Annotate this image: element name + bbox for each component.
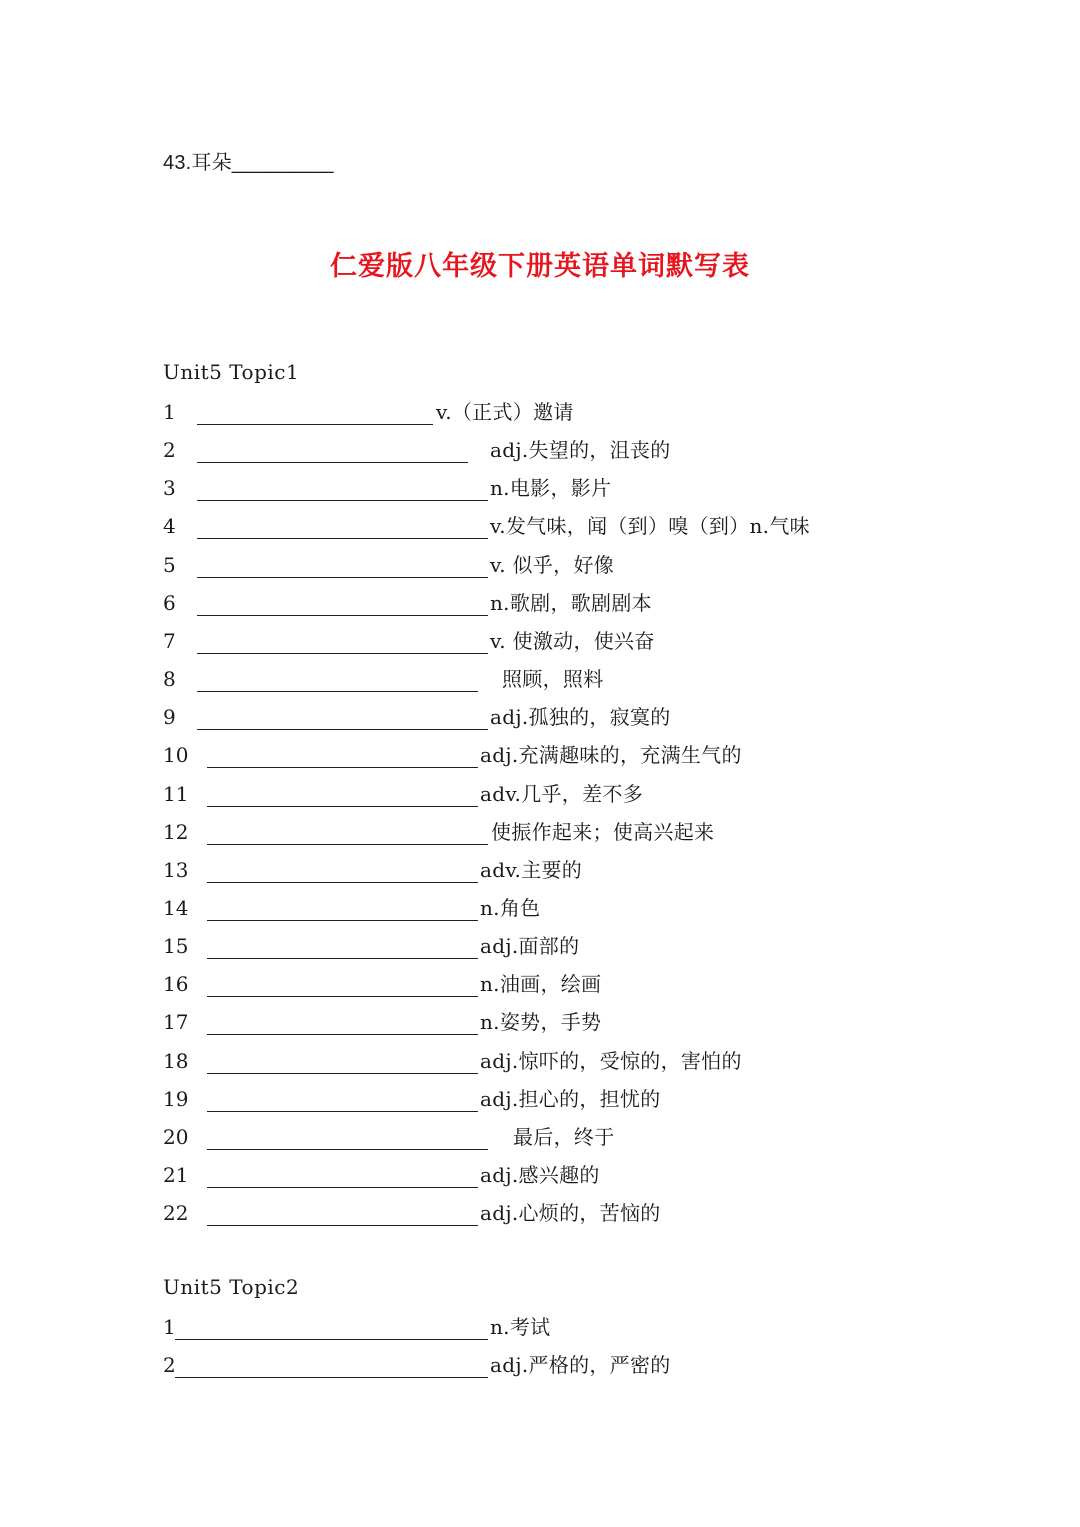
answer-blank[interactable] — [207, 1073, 478, 1074]
answer-blank[interactable] — [207, 1111, 478, 1112]
answer-blank[interactable] — [207, 806, 478, 807]
vocab-row — [163, 627, 923, 665]
vocab-row — [163, 1123, 923, 1161]
item-number: 16 — [163, 972, 189, 997]
vocab-row — [163, 1161, 923, 1199]
vocab-row — [163, 818, 923, 856]
item-number: 5 — [163, 552, 176, 577]
item-number: 18 — [163, 1048, 189, 1073]
answer-blank[interactable] — [197, 538, 488, 539]
definition: n.歌剧，歌剧剧本 — [490, 590, 652, 615]
item-number: 14 — [163, 895, 189, 920]
definition: 照顾，照料 — [502, 667, 604, 692]
item-number: 10 — [163, 743, 189, 768]
answer-blank[interactable] — [207, 996, 478, 997]
vocab-row — [163, 894, 923, 932]
item-number: 21 — [163, 1163, 189, 1187]
answer-blank[interactable] — [197, 653, 488, 654]
definition: v.发气味，闻（到）嗅（到）n.气味 — [490, 514, 810, 539]
vocab-row — [163, 970, 923, 1008]
vocab-row — [163, 780, 923, 818]
definition: adj.惊吓的，受惊的，害怕的 — [480, 1048, 742, 1073]
answer-blank[interactable] — [197, 691, 478, 692]
vocab-row — [163, 1085, 923, 1123]
item-number: 12 — [163, 819, 189, 844]
definition: n.角色 — [480, 895, 541, 920]
answer-blank[interactable] — [175, 1377, 488, 1378]
item-number: 1 — [163, 400, 176, 424]
item-number: 17 — [163, 1010, 189, 1035]
item-number: 2 — [163, 1353, 176, 1378]
definition: v.（正式）邀请 — [436, 400, 574, 424]
item-number: 8 — [163, 667, 176, 692]
answer-blank[interactable] — [197, 729, 488, 730]
item-number: 4 — [163, 514, 176, 539]
definition: n.油画，绘画 — [480, 972, 602, 997]
vocab-row — [163, 551, 923, 589]
answer-blank[interactable] — [207, 882, 478, 883]
item-number: 9 — [163, 705, 176, 730]
vocab-row — [163, 932, 923, 970]
vocab-row — [163, 703, 923, 741]
definition: v. 似乎，好像 — [490, 552, 615, 577]
definition: adv.主要的 — [480, 857, 583, 882]
item-number: 19 — [163, 1086, 189, 1111]
section-heading: Unit5 Topic2 — [163, 1275, 300, 1299]
answer-blank[interactable] — [197, 577, 488, 578]
definition: 使振作起来；使高兴起来 — [491, 819, 715, 844]
definition: adj.严格的，严密的 — [490, 1353, 671, 1378]
definition: n.电影，影片 — [490, 476, 612, 501]
vocab-row — [163, 436, 923, 474]
definition: adj.充满趣味的，充满生气的 — [480, 743, 742, 768]
definition: adj.失望的，沮丧的 — [490, 438, 671, 463]
item-number: 6 — [163, 590, 176, 615]
answer-blank[interactable] — [197, 500, 488, 501]
answer-blank[interactable] — [207, 1187, 478, 1188]
item-number: 7 — [163, 628, 176, 653]
item-number: 20 — [163, 1124, 189, 1149]
item-number: 11 — [163, 781, 189, 806]
vocab-row — [163, 1047, 923, 1085]
item-number: 1 — [163, 1315, 176, 1339]
answer-blank[interactable] — [207, 767, 478, 768]
definition: adj.心烦的，苦恼的 — [480, 1201, 661, 1226]
answer-blank[interactable] — [207, 958, 478, 959]
definition: n.考试 — [490, 1315, 551, 1339]
vocab-row — [163, 512, 923, 550]
answer-blank[interactable] — [207, 844, 488, 845]
item-number: 22 — [163, 1201, 189, 1226]
item-number: 3 — [163, 476, 176, 501]
item-number: 13 — [163, 857, 189, 882]
answer-blank[interactable] — [175, 1339, 488, 1340]
answer-blank[interactable] — [207, 1034, 478, 1035]
answer-blank[interactable] — [197, 424, 433, 425]
vocab-row — [163, 856, 923, 894]
page-title: 仁爱版八年级下册英语单词默写表 — [330, 251, 750, 282]
definition: 最后，终于 — [513, 1124, 615, 1149]
vocab-row — [163, 1351, 923, 1389]
vocab-row — [163, 474, 923, 512]
section-heading: Unit5 Topic1 — [163, 360, 300, 384]
item-number: 2 — [163, 438, 176, 463]
definition: adj.面部的 — [480, 934, 580, 959]
vocab-row — [163, 741, 923, 779]
definition: adj.感兴趣的 — [480, 1163, 600, 1187]
definition: n.姿势，手势 — [480, 1010, 602, 1035]
answer-blank[interactable] — [197, 615, 488, 616]
definition: adv.几乎，差不多 — [480, 781, 644, 806]
previous-item: 43.耳朵_________ — [163, 152, 334, 174]
vocab-row — [163, 589, 923, 627]
item-number: 15 — [163, 934, 189, 959]
definition: adj.孤独的，寂寞的 — [490, 705, 671, 730]
answer-blank[interactable] — [207, 1149, 488, 1150]
vocab-row — [163, 1313, 923, 1351]
answer-blank[interactable] — [197, 462, 468, 463]
definition: adj.担心的，担忧的 — [480, 1086, 661, 1111]
vocab-row — [163, 1199, 923, 1237]
answer-blank[interactable] — [207, 920, 478, 921]
vocab-row — [163, 1008, 923, 1046]
vocab-row — [163, 398, 923, 436]
vocab-row — [163, 665, 923, 703]
answer-blank[interactable] — [207, 1225, 478, 1226]
definition: v. 使激动，使兴奋 — [490, 628, 655, 653]
